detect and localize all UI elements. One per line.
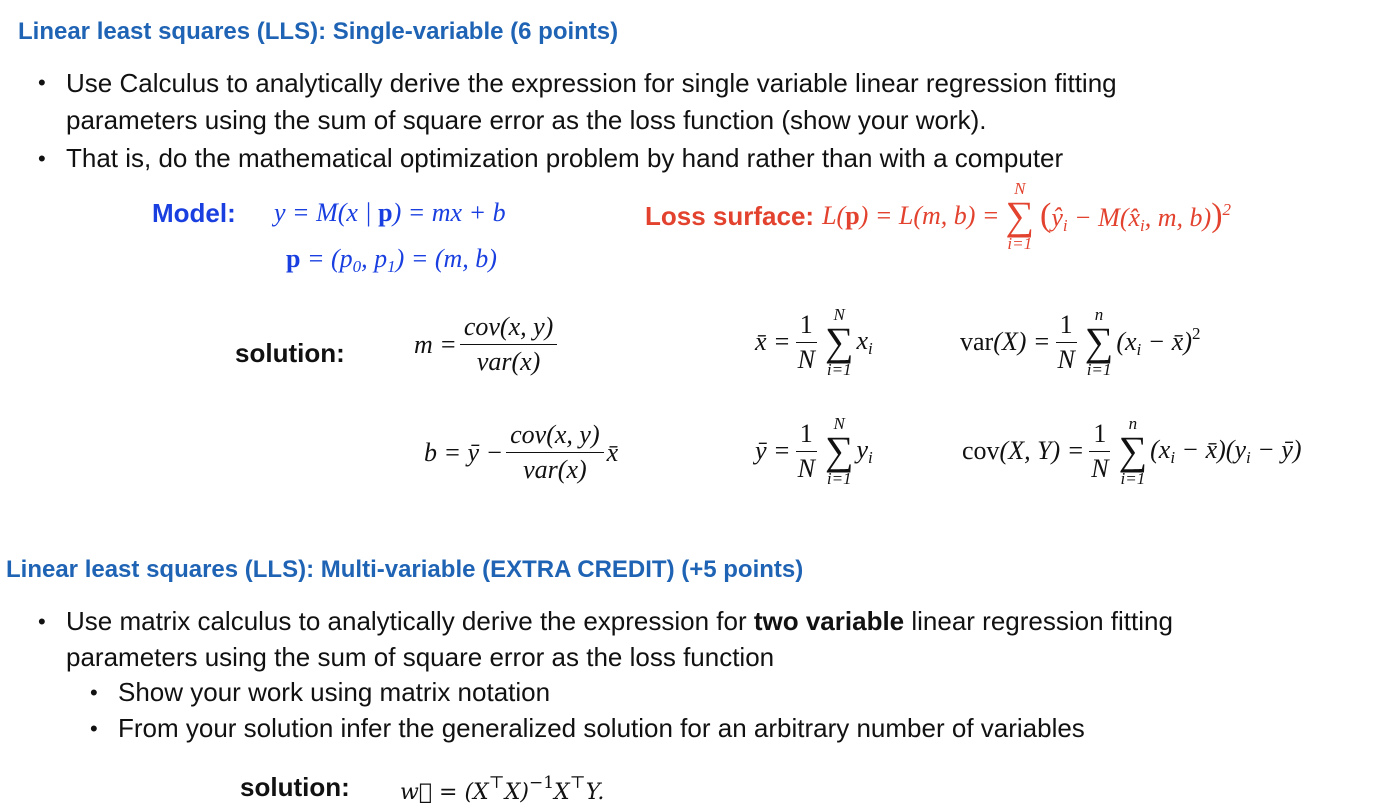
bullet-text: parameters using the sum of square error as the loss function [66, 642, 775, 672]
slope-formula: m = $\frac{\text{cov(x, y)}}{\text{var(x)}}$ [414, 312, 560, 377]
loss-label: Loss surface: [645, 200, 815, 231]
subbullet-text: Show your work using matrix notation [118, 677, 551, 707]
parameter-equation: $p = (p_0$, $p_1) = (m$, b) [286, 244, 497, 276]
solution-label: solution: [240, 772, 350, 802]
bullet-text: That is, do the mathematical optimization problem by hand rather than with a computer [66, 143, 1064, 173]
mean-x-formula: x̄ = $\frac{1}{N}$ N ∑ i=1 $x_i$ [755, 305, 873, 379]
bullet-dot: • [90, 680, 98, 705]
section2-heading: Linear least squares (LLS): Multi-variable (EXTRA CREDIT) (+5 points) [6, 556, 804, 583]
model-label: Model: [152, 198, 236, 228]
subbullet-text: From your solution infer the generalized solution for an arbitrary number of variables [118, 713, 1085, 743]
bullet-text: Use matrix calculus to analytically derive the expression for two variable linear regression fitting [66, 606, 1173, 636]
intercept-formula: b = ȳ − $\frac{\text{cov(x, y)}}{\text{var(x)}}$ x̄ [424, 420, 619, 484]
bold-phrase: two variable [753, 606, 905, 636]
covariance-formula: cov(X, Y) = $\frac{1}{N}$ n ∑ i=1 ($x_i$ − $x̄)(y_i$ − ȳ) [962, 414, 1302, 488]
bullet-dot: • [38, 609, 46, 634]
sum-symbol: N ∑ i=1 [1005, 179, 1034, 253]
bullet-dot: • [38, 70, 46, 95]
bullet-text: parameters using the sum of square error as the loss function (show your work). [66, 105, 987, 135]
variance-formula: var(X) = $\frac{1}{N}$ n ∑ i=1 ($x_i$ − x̄)$^2$ [960, 305, 1201, 379]
mean-y-formula: ȳ = $\frac{1}{N}$ N ∑ i=1 $y_i$ [755, 414, 873, 488]
loss-equation: Loss surface: L(p) = L(m, b) = N ∑ i=1 ($ŷ_i$ − $M(x̂_i$, m, b))$^2$ [645, 179, 1232, 253]
section1-heading: Linear least squares (LLS): Single-variable (6 points) [18, 18, 619, 45]
bullet-dot: • [38, 146, 46, 171]
bullet-text: Use Calculus to analytically derive the expression for single variable linear regression fitting [66, 68, 1117, 98]
bullet-dot: • [90, 716, 98, 741]
normal-equation: w⃗ = $(X^⊤X)^{-1}X^⊤Y$. [400, 773, 605, 805]
model-equation: y = M(x | p) = mx + b [274, 198, 506, 227]
solution-label: solution: [235, 338, 345, 368]
